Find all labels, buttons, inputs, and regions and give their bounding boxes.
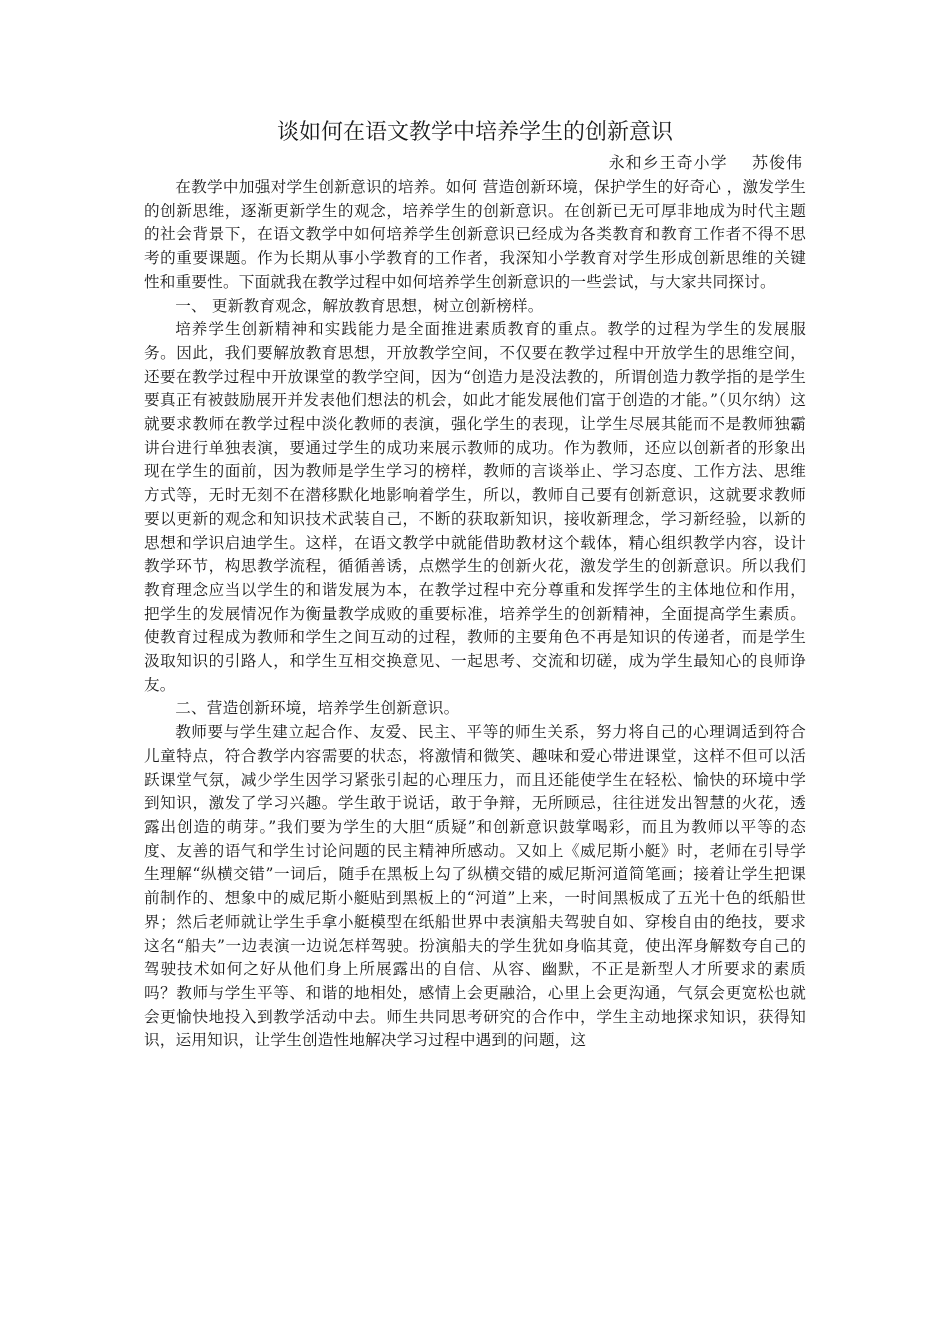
section-heading-2: 二、营造创新环境，培养学生创新意识。 — [175, 699, 460, 718]
paragraph-intro: 在教学中加强对学生创新意识的培养。如何 营造创新环境，保护学生的好奇心 ，激发学生的创新思维，逐渐更新学生的观念，培养学生的创新意识。在创新已无可厚非地成为时代主题的社会背景下，在语文教学中如何培养学生创新意识已经成为各类教育和教育工作者不得不思考的重要课题。作为长期从事小学教育的工作者，我深知小学教育对学生形成创新思维的关键性和重要性。下面就我在教学过程中如何培养学生创新意识的一些尝试，与大家共同探讨。 — [144, 178, 806, 291]
paragraph-section-2: 教师要与学生建立起合作、友爱、民主、平等的师生关系，努力将自己的心理调适到符合儿童特点，符合教学内容需要的状态，将激情和微笑、趣味和爱心带进课堂，这样不但可以活跃课堂气氛，减少学生因学习紧张引起的心理压力，而且还能使学生在轻松、愉快的环境中学到知识，激发了学习兴趣。学生敢于说话，敢于争辩，无所顾忌，往往迸发出智慧的火花，透露出创造的萌芽。”我们要为学生的大胆“质疑”和创新意识鼓掌喝彩，而且为教师以平等的态度、友善的语气和学生讨论问题的民主精神所感动。又如上《威尼斯小艇》时，老师在引导学生理解“纵横交错”一词后，随手在黑板上勾了纵横交错的威尼斯河道简笔画；接着让学生把课前制作的、想象中的威尼斯小艇贴到黑板上的“河道”上来，一时间黑板成了五光十色的纸船世界；然后老师就让学生手拿小艇模型在纸船世界中表演船夫驾驶自如、穿梭自由的绝技，要求这名“船夫”一边表演一边说怎样驾驶。扮演船夫的学生犹如身临其竟，使出浑身解数夸自己的驾驶技术如何之好从他们身上所展露出的自信、从容、幽默，不正是新型人才所要求的素质吗？教师与学生平等、和谐的地相处，感情上会更融洽，心里上会更沟通，气氛会更宽松也就会更愉快地投入到教学活动中去。师生共同思考研究的合作中，学生主动地探求知识，获得知识，运用知识，让学生创造性地解决学习过程中遇到的问题，这 — [144, 723, 806, 1050]
paragraph-section-1: 培养学生创新精神和实践能力是全面推进素质教育的重点。教学的过程为学生的发展服务。因此，我们要解放教育思想，开放教学空间，不仅要在教学过程中开放学生的思维空间，还要在教学过程中开放课堂的教学空间，因为“创造力是没法教的，所谓创造力教学指的是学生要真正有被鼓励展开并发表他们想法的机会，如此才能发展他们富于创造的才能。”（贝尔纳）这就要求教师在教学过程中淡化教师的表演，强化学生的表现，让学生尽展其能而不是教师独霸讲台进行单独表演，要通过学生的成功来展示教师的成功。作为教师，还应以创新者的形象出现在学生的面前，因为教师是学生学习的榜样，教师的言谈举止、学习态度、工作方法、思维方式等，无时无刻不在潜移默化地影响着学生，所以，教师自己要有创新意识，这就要求教师要以更新的观念和知识技术武装自己，不断的获取新知识，接收新理念，学习新经验，以新的思想和学识启迪学生。这样，在语文教学中就能借助教材这个载体，精心组织教学内容，设计教学环节，构思教学流程，循循善诱，点燃学生的创新火花，激发学生的创新意识。所以我们教育理念应当以学生的和谐发展为本，在教学过程中充分尊重和发挥学生的主体地位和作用，把学生的发展情况作为衡量教学成败的重要标准，培养学生的创新精神，全面提高学生素质。使教育过程成为教师和学生之间互动的过程，教师的主要角色不再是知识的传递者，而是学生汲取知识的引路人，和学生互相交换意见、一起思考、交流和切磋，成为学生最知心的良师诤友。 — [144, 320, 806, 694]
author-byline: 永和乡王奇小学 苏俊伟 — [608, 153, 803, 172]
document-title: 谈如何在语文教学中培养学生的创新意识 — [276, 120, 673, 145]
article-body — [144, 176, 806, 1053]
section-heading-1: 一、 更新教育观念，解放教育思想，树立创新榜样。 — [175, 296, 544, 315]
